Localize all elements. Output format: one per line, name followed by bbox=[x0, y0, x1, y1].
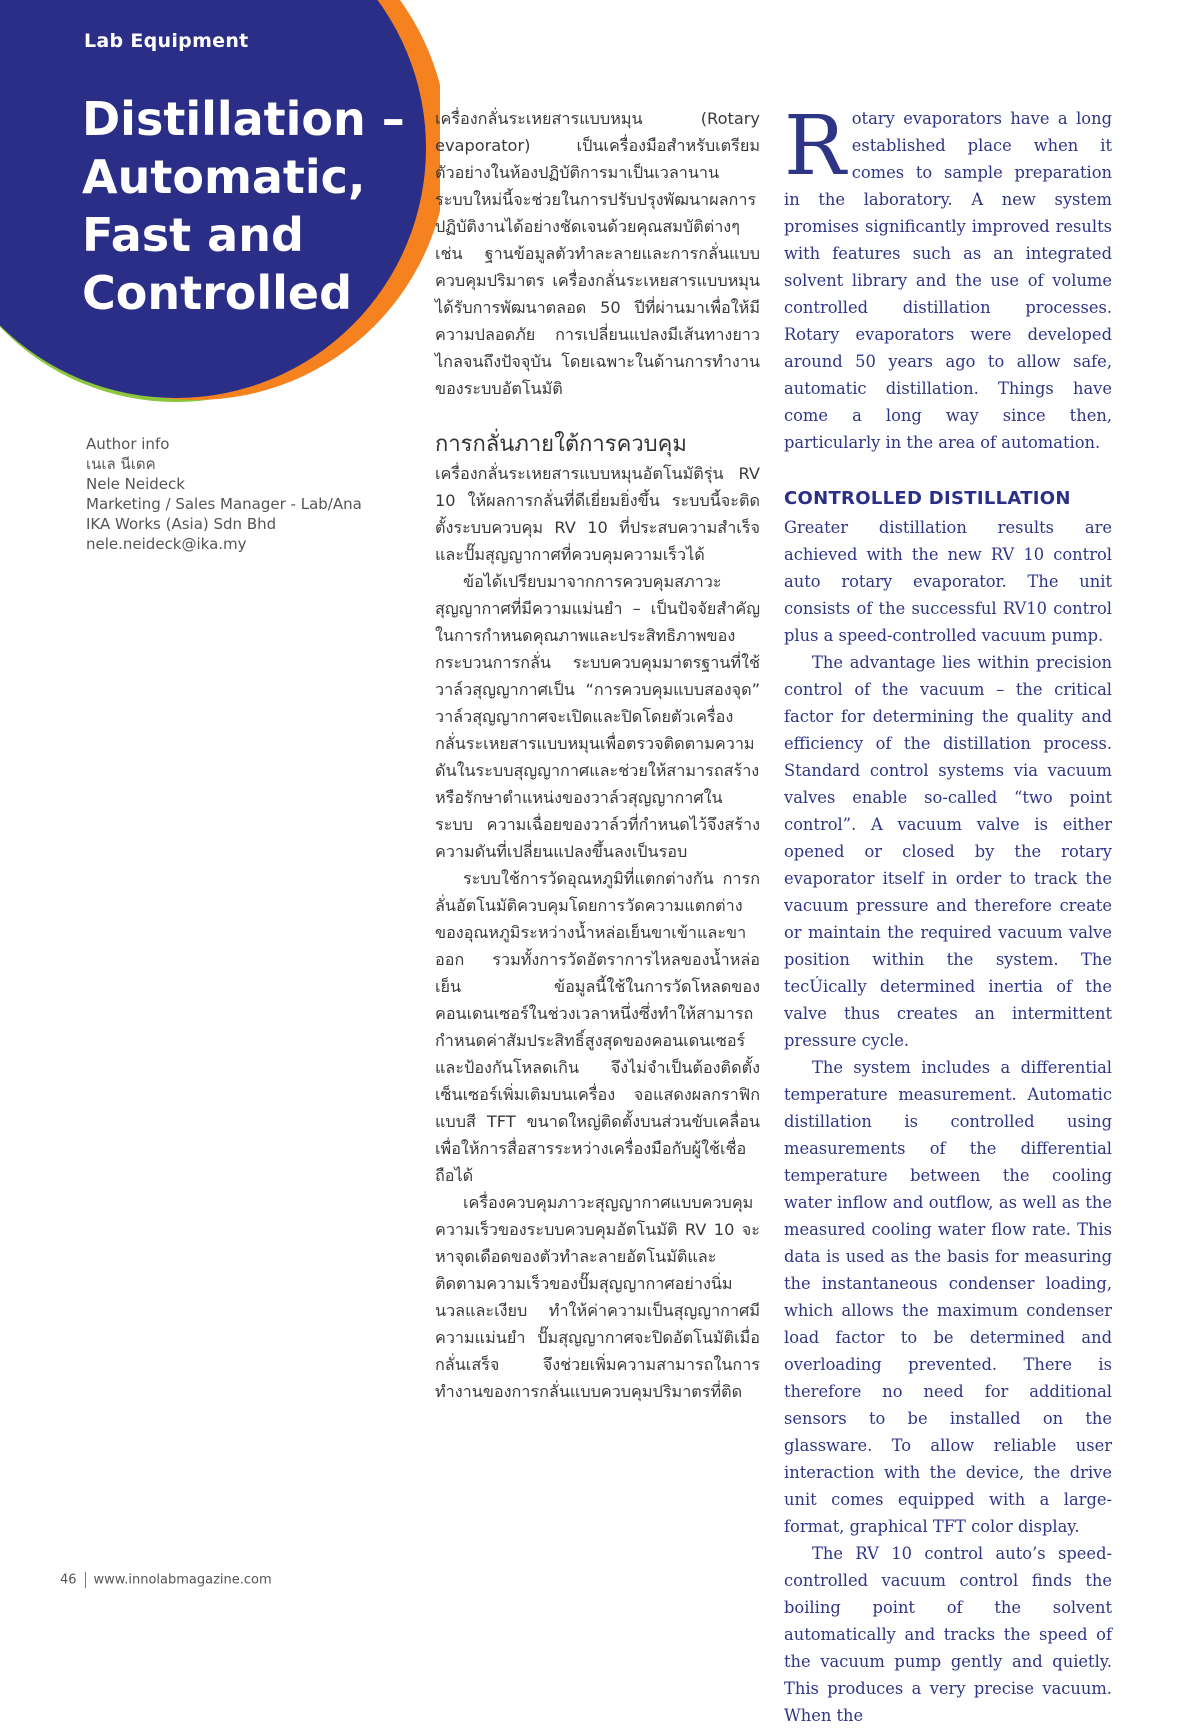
footer-url[interactable]: www.innolabmagazine.com bbox=[93, 1572, 272, 1588]
article-title: Distillation – Automatic, Fast and Controlled bbox=[82, 92, 405, 320]
author-email: nele.neideck@ika.my bbox=[86, 535, 247, 553]
thai-section-heading: การกลั่นภายใต้การควบคุม bbox=[435, 432, 687, 457]
english-paragraph-2: The advantage lies within precision control of the vacuum – the critical factor for determining the quality and efficiency of the distillation process. Standard control systems via vacuum valves enable so-called “two point control”. A vacuum valve is either opened or closed by the rotary evaporator itself in order to track the vacuum pressure and therefore create or maintain the required vacuum valve position within the system. The tecÚically determined inertia of the valve thus creates an intermittent pressure cycle. bbox=[784, 653, 1112, 1050]
english-intro: otary evaporators have a long established place when it comes to sample preparation in the laboratory. A new system promises significantly improved results with features such as an integrated solvent library and the use of volume controlled distillation processes. Rotary evaporators were developed around 50 years ago to allow safe, automatic distillation. Things have come a long way since then, particularly in the area of automation. bbox=[784, 109, 1112, 452]
page-footer bbox=[60, 1572, 272, 1588]
english-paragraph-3: The system includes a differential temperature measurement. Automatic distillation is controlled using measurements of the differential temperature between the cooling water inflow and outflow, as well as the measured cooling water flow rate. This data is used as the basis for measuring the instantaneous condenser loading, which allows the maximum condenser load factor to be determined and overloading prevented. There is therefore no need for additional sensors to be installed on the glassware. To allow reliable user interaction with the device, the drive unit comes equipped with a large-format, graphical TFT color display. bbox=[784, 1058, 1112, 1536]
footer-divider bbox=[85, 1572, 86, 1588]
author-name-thai: เนเล นีเดค bbox=[86, 455, 156, 473]
author-info bbox=[86, 434, 396, 554]
thai-intro: เครื่องกลั่นระเหยสารแบบหมุน (Rotary evaporator) เป็นเครื่องมือสำหรับเตรียมตัวอย่างในห้องปฏิบัติการมาเป็นเวลานาน ระบบใหม่นี้จะช่วยในการปรับปรุงพัฒนาผลการปฏิบัติงานได้อย่างชัดเจนด้วยคุณสมบัติต่างๆ เช่น ฐานข้อมูลตัวทำละลายและการกลั่นแบบควบคุมปริมาตร เครื่องกลั่นระเหยสารแบบหมุนได้รับการพัฒนาตลอด 50 ปีที่ผ่านมาเพื่อให้มีความปลอดภัย การเปลี่ยนแปลงมีเส้นทางยาวไกลจนถึงปัจจุบัน โดยเฉพาะในด้านการทำงานของระบบอัตโนมัติ bbox=[435, 109, 760, 398]
page-number: 46 bbox=[60, 1572, 77, 1588]
thai-paragraph-4: เครื่องควบคุมภาวะสุญญากาศแบบควบคุมความเร็วของระบบควบคุมอัตโนมัติ RV 10 จะหาจุดเดือดของตัวทำละลายอัตโนมัติและติดตามความเร็วของปั๊มสุญญากาศอย่างนิ่มนวลและเงียบ ทำให้ค่าความเป็นสุญญากาศมีความแม่นยำ ปั๊มสุญญากาศจะปิดอัตโนมัติเมื่อกลั่นเสร็จ จึงช่วยเพิ่มความสามารถในการทำงานของการกลั่นแบบควบคุมปริมาตรที่ติด bbox=[435, 1193, 760, 1401]
english-paragraph-4: The RV 10 control auto’s speed-controlled vacuum control finds the boiling point of the solvent automatically and tracks the speed of the vacuum pump gently and quietly. This produces a very precise vacuum. When the bbox=[784, 1544, 1112, 1725]
author-heading: Author info bbox=[86, 435, 170, 453]
author-name: Nele Neideck bbox=[86, 475, 185, 493]
thai-paragraph-2: ข้อได้เปรียบมาจากการควบคุมสภาวะสุญญากาศที่มีความแม่นยำ – เป็นปัจจัยสำคัญในการกำหนดคุณภาพและประสิทธิภาพของกระบวนการกลั่น ระบบควบคุมมาตรฐานที่ใช้วาล์วสุญญากาศเป็น “การควบคุมแบบสองจุด” วาล์วสุญญากาศจะเปิดและปิดโดยตัวเครื่องกลั่นระเหยสารแบบหมุนเพื่อตรวจติดตามความดันในระบบสุญญากาศและช่วยให้สามารถสร้างหรือรักษาตำแหน่งของวาล์วสุญญากาศในระบบ ความเฉื่อยของวาล์วที่กำหนดไว้จึงสร้างความดันที่เปลี่ยนแปลงขึ้นลงเป็นรอบ bbox=[435, 572, 760, 861]
english-paragraph-1: Greater distillation results are achieved with the new RV 10 control auto rotary evaporator. The unit consists of the successful RV10 control plus a speed-controlled vacuum pump. bbox=[784, 518, 1112, 645]
author-company: IKA Works (Asia) Sdn Bhd bbox=[86, 515, 277, 533]
section-label: Lab Equipment bbox=[84, 30, 249, 52]
thai-paragraph-3: ระบบใช้การวัดอุณหภูมิที่แตกต่างกัน การกลั่นอัตโนมัติควบคุมโดยการวัดความแตกต่างของอุณหภูมิระหว่างน้ำหล่อเย็นขาเข้าและขาออก รวมทั้งการวัดอัตราการไหลของน้ำหล่อเย็น ข้อมูลนี้ใช้ในการวัดโหลดของคอนเดนเซอร์ในช่วงเวลาหนึ่งซึ่งทำให้สามารถกำหนดค่าสัมประสิทธิ์สูงสุดของคอนเดนเซอร์และป้องกันโหลดเกิน จึงไม่จำเป็นต้องติดตั้งเซ็นเซอร์เพิ่มเติมบนเครื่อง จอแสดงผลกราฟิกแบบสี TFT ขนาดใหญ่ติดตั้งบนส่วนขับเคลื่อนเพื่อให้การสื่อสารระหว่างเครื่องมือกับผู้ใช้เชื่อถือได้ bbox=[435, 869, 760, 1185]
author-role: Marketing / Sales Manager - Lab/Ana bbox=[86, 495, 362, 513]
english-section-heading: CONTROLLED DISTILLATION bbox=[784, 488, 1071, 509]
drop-cap: R bbox=[784, 99, 846, 194]
thai-column bbox=[435, 105, 760, 1405]
english-intro-paragraph bbox=[784, 99, 1112, 456]
english-column bbox=[784, 99, 1112, 1729]
thai-paragraph-1: เครื่องกลั่นระเหยสารแบบหมุนอัตโนมัติรุ่น RV 10 ให้ผลการกลั่นที่ดีเยี่ยมยิ่งขึ้น ระบบนี้จะติดตั้งระบบควบคุม RV 10 ที่ประสบความสำเร็จและปั๊มสุญญากาศที่ควบคุมความเร็วได้ bbox=[435, 464, 760, 564]
